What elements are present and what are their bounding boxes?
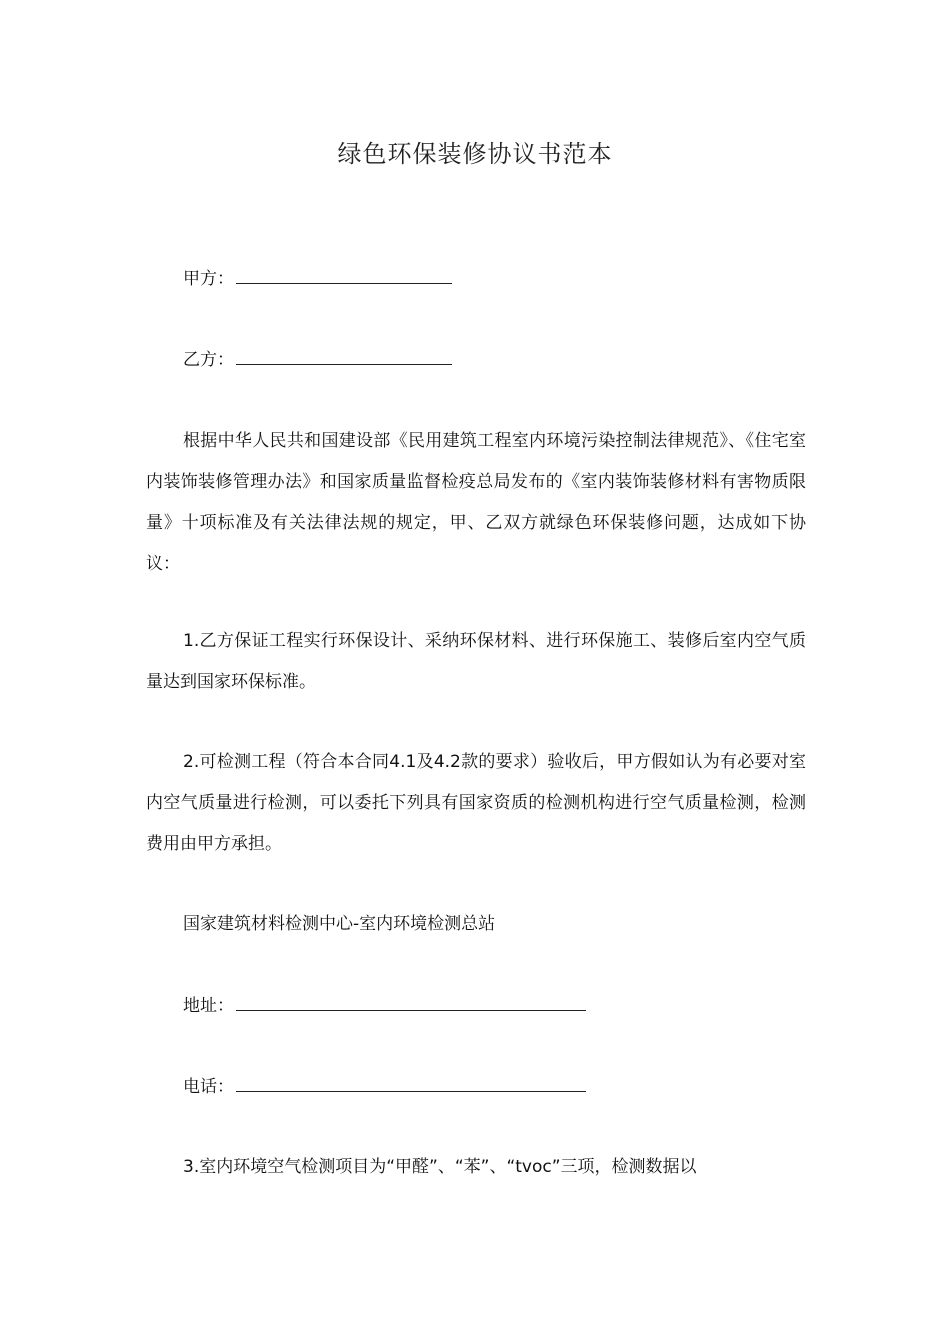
institution-name: 国家建筑材料检测中心-室内环境检测总站 — [183, 914, 496, 934]
party-b-label: 乙方： — [183, 350, 234, 370]
phone-field — [183, 1074, 586, 1099]
clause-2-paragraph: 2.可检测工程（符合本合同4.1及4.2款的要求）验收后，甲方假如认为有必要对室内空气质量进行检测，可以委托下列具有国家资质的检测机构进行空气质量检测，检测费用由甲方承担。 — [146, 752, 806, 854]
address-label: 地址： — [183, 996, 234, 1016]
address-field — [183, 993, 586, 1018]
address-blank-line — [236, 993, 586, 1011]
page-title: 绿色环保装修协议书范本 — [337, 140, 613, 168]
party-b-blank-line — [236, 347, 452, 365]
party-a-field — [183, 266, 452, 291]
clause-3-paragraph: 3.室内环境空气检测项目为“甲醛”、“苯”、“tvoc”三项，检测数据以 — [183, 1157, 697, 1177]
intro-paragraph: 根据中华人民共和国建设部《民用建筑工程室内环境污染控制法律规范》、《住宅室内装饰装修管理办法》和国家质量监督检疫总局发布的《室内装饰装修材料有害物质限量》十项标准及有关法律法规的规定，甲、乙双方就绿色环保装修问题，达成如下协议： — [146, 431, 806, 574]
phone-label: 电话： — [183, 1077, 234, 1097]
clause-1-paragraph: 1.乙方保证工程实行环保设计、采纳环保材料、进行环保施工、装修后室内空气质量达到国家环保标准。 — [146, 631, 806, 692]
phone-blank-line — [236, 1074, 586, 1092]
party-a-blank-line — [236, 266, 452, 284]
party-a-label: 甲方： — [183, 269, 234, 289]
party-b-field — [183, 347, 452, 372]
